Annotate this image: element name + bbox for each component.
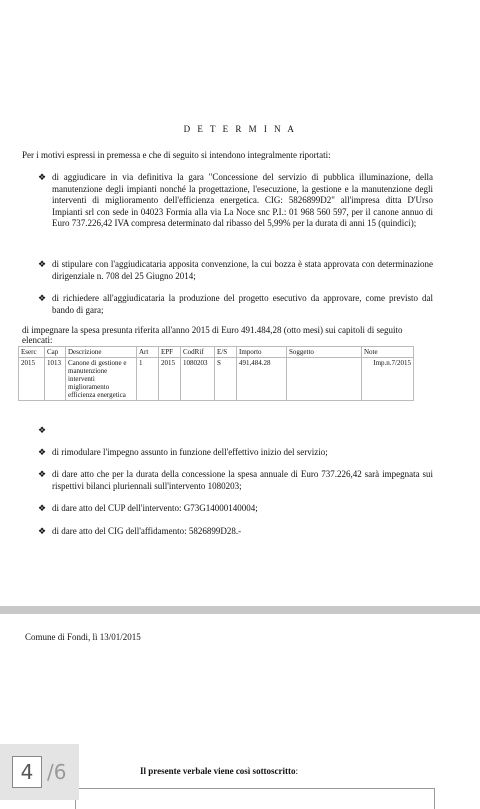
- table-header-cell: CodRif: [181, 347, 215, 358]
- current-page-input[interactable]: 4: [12, 756, 42, 788]
- bullet-item: [38, 172, 433, 247]
- bullet-text: di dare atto del CUP dell'intervento: G73G14000140004;: [52, 503, 258, 513]
- table-header-cell: Soggetto: [287, 347, 362, 358]
- table-cell: 491,484.28: [237, 358, 287, 401]
- document-title: D E T E R M I N A: [183, 124, 297, 134]
- bullet-text: di rimodulare l'impegno assunto in funzione dell'effettivo inizio del servizio;: [52, 447, 328, 457]
- bullet-text: di richiedere all'aggiudicataria la produzione del progetto esecutivo da approvare, come previsto dal bando di gara;: [52, 293, 433, 315]
- table-header-cell: Note: [362, 347, 414, 358]
- bullet-item: [38, 503, 433, 515]
- table-header-cell: E/S: [215, 347, 237, 358]
- table-cell: 1013: [45, 358, 66, 401]
- table-cell: [287, 358, 362, 401]
- bullet-item: [38, 425, 433, 437]
- verbale-bold-text: Il presente verbale viene così sottoscritto: [140, 766, 296, 776]
- table-header-row: [19, 347, 414, 358]
- bullet-item: [38, 293, 433, 317]
- spesa-text: di impegnare la spesa presunta riferita all'anno 2015 di Euro 491.484,28 (otto mesi) sui capitoli di seguito elencati:: [22, 325, 403, 345]
- table-header-cell: Descrizione: [66, 347, 137, 358]
- bullet-diamond-icon: ❖: [38, 503, 47, 513]
- bullet-diamond-icon: ❖: [38, 172, 47, 182]
- bullet-diamond-icon: ❖: [38, 259, 47, 269]
- comune-date-text: Comune di Fondi, lì 13/01/2015: [25, 632, 141, 642]
- table-cell: Canone di gestione e manutenzione interventi miglioramento efficienza energetica: [66, 358, 137, 401]
- table-header-cell: Importo: [237, 347, 287, 358]
- page-indicator[interactable]: [0, 744, 79, 800]
- capitoli-table: [18, 346, 414, 401]
- table-header-cell: EPF: [159, 347, 181, 358]
- table-cell: Imp.n.7/2015: [362, 358, 414, 401]
- bullet-item: [38, 469, 433, 493]
- bullet-diamond-icon: ❖: [38, 526, 47, 536]
- bullet-text: di stipulare con l'aggiudicataria apposita convenzione, la cui bozza è stata approvata con determinazione dirigenziale n. 708 del 25 Giugno 2014;: [52, 259, 433, 281]
- verbale-colon: :: [295, 766, 299, 776]
- table-cell: 2015: [19, 358, 45, 401]
- bullet-diamond-icon: ❖: [38, 447, 47, 457]
- bullet-text: di dare atto del CIG dell'affidamento: 5826899D28.-: [52, 526, 242, 536]
- total-pages-label: /6: [47, 760, 67, 784]
- table-cell: S: [215, 358, 237, 401]
- table-row: [19, 358, 414, 401]
- bullet-item: [38, 526, 433, 538]
- table-header-cell: Cap: [45, 347, 66, 358]
- bullet-diamond-icon: ❖: [38, 425, 47, 435]
- table-header-cell: Art: [137, 347, 159, 358]
- bullet-text: di dare atto che per la durata della concessione la spesa annuale di Euro 737.226,42 sarà impegnata sui rispettivi bilanci pluriennali sull'intervento 1080203;: [52, 469, 433, 491]
- intro-text: Per i motivi espressi in premessa e che di seguito si intendono integralmente riportati:: [22, 150, 331, 160]
- verbale-text: [140, 766, 298, 776]
- table-cell: 1080203: [181, 358, 215, 401]
- page-separator: [0, 606, 480, 614]
- bullet-item: [38, 447, 433, 459]
- bullet-diamond-icon: ❖: [38, 469, 47, 479]
- table-cell: 2015: [159, 358, 181, 401]
- signature-box: [75, 788, 435, 809]
- bullet-diamond-icon: ❖: [38, 293, 47, 303]
- bullet-text: di aggiudicare in via definitiva la gara "Concessione del servizio di pubblica illuminazione, della manutenzione degli impianti nonché la progettazione, l'esecuzione, la gestione e la manutenzione degli interventi di miglioramento dell'efficienza energetica. CIG: 5826899D2" all'impresa ditta D'Urso Impianti srl con sede in 04023 Formia alla via La Noce snc P.I.: 01 968 560 597, per il canone annuo di Euro 737.226,42 IVA compresa determinato dal ribasso del 5,99% per la durata di anni 15 (quindici);: [52, 172, 433, 228]
- table-header-cell: Eserc: [19, 347, 45, 358]
- bullet-item: [38, 259, 433, 283]
- table-cell: 1: [137, 358, 159, 401]
